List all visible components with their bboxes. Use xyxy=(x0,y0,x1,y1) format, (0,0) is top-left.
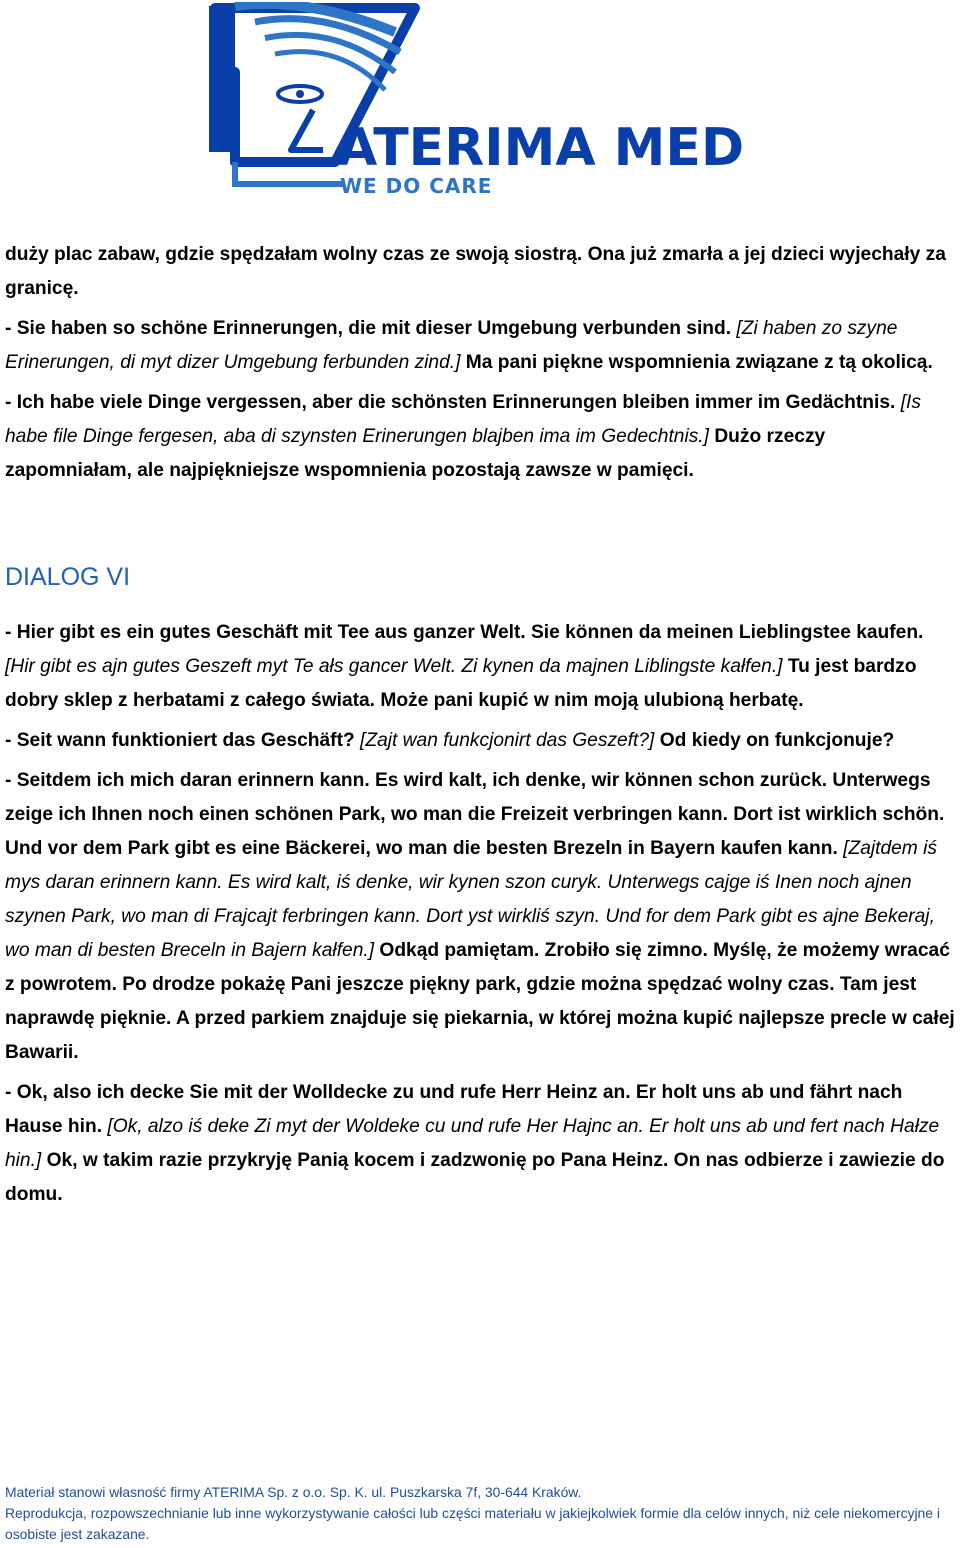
polish-text: duży plac zabaw, gdzie spędzałam wolny czas ze swoją siostrą. Ona już zmarła a jej dzieci wyjechały za granicę. xyxy=(5,244,946,299)
german-text: - Ok, also ich decke Sie mit der Wolldecke zu und rufe Herr Heinz an. Er holt uns ab und fährt nach Hause hin. xyxy=(5,1082,903,1137)
german-text: - Seit wann funktioniert das Geschäft? xyxy=(5,730,355,751)
footer-copyright: Reprodukcja, rozpowszechnianie lub inne wykorzystywanie całości lub części materiału w jakiejkolwiek formie dla celów innych, niż cele niekomercyjne i osobiste jest zakazane. xyxy=(5,1505,940,1542)
paragraph xyxy=(5,238,957,306)
phonetic-text: [Ok, alzo iś deke Zi myt der Woldeke cu und rufe Her Hajnc an. Er holt uns ab und fert nach Hałze hin.] xyxy=(5,1116,940,1171)
polish-text: Od kiedy on funkcjonuje? xyxy=(659,730,895,751)
document-body xyxy=(5,238,957,1212)
polish-text: Ma pani piękne wspomnienia związane z tą okolicą. xyxy=(465,352,933,373)
paragraph xyxy=(5,386,957,488)
logo-title: ATERIMA MED xyxy=(337,118,745,178)
phonetic-text: [Hir gibt es ajn gutes Geszeft myt Te ałs gancer Welt. Zi kynen da majnen Liblingste kałfen.] xyxy=(5,656,783,677)
german-text: - Seitdem ich mich daran erinnern kann. Es wird kalt, ich denke, wir können schon zurück. Unterwegs zeige ich Ihnen noch einen schönen Park, wo man die Freizeit verbringen kann. Dort ist wirklich schön. Und vor dem Park gibt es eine Bäckerei, wo man die besten Brezeln in Bayern kaufen kann. xyxy=(5,770,945,859)
footer-ownership: Materiał stanowi własność firmy ATERIMA Sp. z o.o. Sp. K. ul. Puszkarska 7f, 30-644 Kraków. xyxy=(5,1484,582,1500)
paragraph xyxy=(5,1076,957,1212)
german-text: - Ich habe viele Dinge vergessen, aber die schönsten Erinnerungen bleiben immer im Gedächtnis. xyxy=(5,392,896,413)
paragraph xyxy=(5,764,957,1070)
phonetic-text: [Zajt wan funkcjonirt das Geszeft?] xyxy=(360,730,655,751)
polish-text: Ok, w takim razie przykryję Panią kocem i zadzwonię po Pana Heinz. On nas odbierze i zawiezie do domu. xyxy=(5,1150,945,1205)
polish-text: Dużo rzeczy zapomniałam, ale najpiękniejsze wspomnienia pozostają zawsze w pamięci. xyxy=(5,426,826,481)
dialog-heading: DIALOG VI xyxy=(5,563,131,591)
logo-tagline: WE DO CARE xyxy=(340,174,493,198)
phonetic-text: [Is habe file Dinge fergesen, aba di szynsten Erinerungen blajben ima im Gedechtnis.] xyxy=(5,392,921,447)
paragraph xyxy=(5,616,957,718)
polish-text: Odkąd pamiętam. Zrobiło się zimno. Myślę, że możemy wracać z powrotem. Po drodze pokażę Pani jeszcze piękny park, gdzie można spędzać wolny czas. Tam jest naprawdę pięknie. A przed parkiem znajduje się piekarnia, w której można kupić najlepsze precle w całej Bawarii. xyxy=(5,940,955,1063)
footer xyxy=(5,1482,960,1545)
phonetic-text: [Zi haben zo szyne Erinerungen, di myt dizer Umgebung ferbunden zind.] xyxy=(5,318,898,373)
german-text: - Hier gibt es ein gutes Geschäft mit Tee aus ganzer Welt. Sie können da meinen Lieblingstee kaufen. xyxy=(5,622,924,643)
phonetic-text: [Zajtdem iś mys daran erinnern kann. Es wird kalt, iś denke, wir kynen szon curyk. Unterwegs cajge iś Inen noch ajnen szynen Park, wo man di Frajcajt ferbringen kann. Dort yst wirkliś szyn. Und for dem Park gibt es ajne Bekeraj, wo man di besten Breceln in Bajern kałfen.] xyxy=(5,838,937,961)
paragraph xyxy=(5,724,957,758)
german-text: - Sie haben so schöne Erinnerungen, die mit dieser Umgebung verbunden sind. xyxy=(5,318,732,339)
polish-text: Tu jest bardzo dobry sklep z herbatami z całego świata. Może pani kupić w nim moją ulubioną herbatę. xyxy=(5,656,917,711)
paragraph xyxy=(5,312,957,380)
company-logo xyxy=(195,2,775,202)
